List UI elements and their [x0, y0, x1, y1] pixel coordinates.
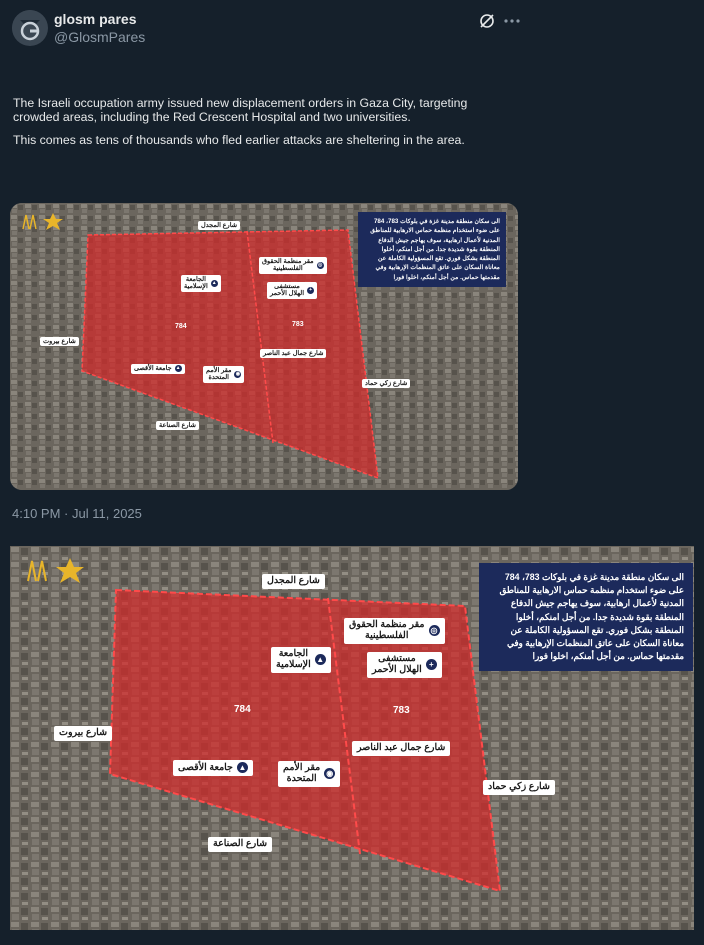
globe-icon: ◎	[317, 261, 323, 268]
evacuation-notice: الى سكان منطقة مدينة غزة في بلوكات 783، 784 على ضوء استخدام منظمة حماس الارهابية للمناطق المدنية لأعمال ارهابية، سوف يهاجم جيش الدفاع المنطقة بقوة شديدة جدا. من أجل امنكم، أخلوا المنطقة بشكل فوري. تقع المسؤولية الكاملة عن معاناة السكان على عاتق المنظمات الإرهابية وفي مقدمتها حماس. من أجل أمنكم، اخلوا فورا	[358, 212, 506, 287]
place-al-aqsa	[131, 364, 185, 374]
idf-emblem-icon	[20, 211, 66, 233]
tweet-paragraph-2: This comes as tens of thousands who fled earlier attacks are sheltering in the area.	[13, 133, 465, 147]
place-un-hq	[203, 366, 244, 383]
place-rights-org	[344, 618, 445, 644]
un-emblem-icon: ◉	[235, 370, 241, 377]
avatar[interactable]	[12, 10, 48, 46]
street-label-beirut: شارع بيروت	[40, 337, 79, 346]
place-islamic-university-line2: الإسلامية	[184, 283, 208, 291]
street-label-majdal: شارع المجدل	[262, 574, 325, 589]
place-rights-org-line2: الفلسطينية	[272, 265, 303, 273]
street-label-beirut: شارع بيروت	[54, 726, 112, 741]
street-label-zaki: شارع زكي حماد	[362, 379, 410, 388]
place-rights-org-line2: الفلسطينية	[365, 629, 409, 641]
un-emblem-icon: ◉	[324, 768, 335, 779]
place-red-crescent-line2: الهلال الأحمر	[270, 290, 305, 298]
place-al-aqsa-label: جامعة الأقصى	[134, 365, 172, 373]
place-al-aqsa-label: جامعة الأقصى	[178, 762, 233, 774]
block-number-784: 784	[175, 323, 187, 330]
graduation-cap-icon: ▲	[316, 655, 325, 665]
place-al-aqsa	[173, 760, 253, 776]
place-un-hq-line2: المتحدة	[208, 374, 229, 382]
timestamp-date[interactable]: Jul 11, 2025	[72, 506, 142, 521]
place-red-crescent	[367, 652, 442, 678]
globe-icon: ◎	[429, 625, 440, 636]
place-islamic-university-line1: الجامعة	[185, 276, 206, 283]
street-label-sinaa: شارع الصناعة	[208, 837, 272, 852]
place-islamic-university	[181, 275, 221, 292]
place-rights-org-line1: مقر منظمة الحقوق	[262, 258, 314, 265]
block-number-783: 783	[292, 321, 304, 328]
street-label-sinaa: شارع الصناعة	[156, 421, 199, 430]
street-label-jamal: شارع جمال عبد الناصر	[260, 349, 326, 358]
handle[interactable]: @GlosmPares	[54, 29, 146, 45]
tweet-text	[13, 96, 513, 156]
place-un-hq	[278, 761, 340, 787]
evacuation-notice: الى سكان منطقة مدينة غزة في بلوكات 783، 784 على ضوء استخدام منظمة حماس الارهابية للمناطق المدنية لأعمال ارهابية، سوف يهاجم جيش الدفاع المنطقة بقوة شديدة جدا. من أجل امنكم، أخلوا المنطقة بشكل فوري. تقع المسؤولية الكاملة عن معاناة السكان على عاتق المنظمات الإرهابية وفي مقدمتها حماس. من أجل أمنكم، اخلوا فورا	[479, 563, 693, 671]
more-horizontal-icon[interactable]	[502, 12, 522, 30]
hospital-icon: +	[426, 659, 437, 670]
place-un-hq-line2: المتحدة	[286, 772, 317, 784]
idf-emblem-icon	[24, 556, 88, 586]
block-number-783: 783	[393, 705, 410, 716]
map-image-small[interactable]	[10, 203, 518, 490]
place-islamic-university-line2: الإسلامية	[276, 658, 311, 670]
timestamp-time[interactable]: 4:10 PM	[12, 506, 61, 521]
graduation-cap-icon: ▲	[238, 763, 247, 772]
hospital-icon: +	[307, 287, 314, 294]
place-red-crescent-line2: الهلال الأحمر	[372, 663, 422, 675]
street-label-majdal: شارع المجدل	[198, 221, 240, 230]
place-islamic-university	[271, 647, 331, 673]
street-label-jamal: شارع جمال عبد الناصر	[352, 741, 450, 756]
street-label-zaki: شارع زكي حماد	[483, 780, 555, 795]
graduation-cap-icon: ▲	[211, 279, 217, 286]
place-rights-org-line1: مقر منظمة الحقوق	[349, 619, 425, 630]
place-islamic-university-line1: الجامعة	[278, 648, 309, 659]
graduation-cap-icon: ▲	[175, 365, 181, 371]
place-red-crescent	[267, 282, 317, 299]
tweet-paragraph-1: The Israeli occupation army issued new displacement orders in Gaza City, targeting crowded areas, including the Red Crescent Hospital and two universities.	[13, 96, 468, 124]
place-un-hq-line1: مقر الأمم	[283, 762, 321, 773]
timestamp-separator: ·	[64, 506, 69, 521]
place-un-hq-line1: مقر الأمم	[206, 367, 232, 374]
place-rights-org	[259, 257, 327, 274]
tweet-header	[12, 8, 692, 52]
map-image-large[interactable]	[10, 546, 694, 930]
tweet-timestamp	[12, 506, 142, 521]
grok-icon[interactable]	[478, 12, 496, 30]
display-name[interactable]: glosm pares	[54, 11, 137, 27]
place-red-crescent-line1: مستشفى	[274, 283, 300, 290]
place-red-crescent-line1: مستشفى	[378, 653, 416, 664]
block-number-784: 784	[234, 704, 251, 715]
